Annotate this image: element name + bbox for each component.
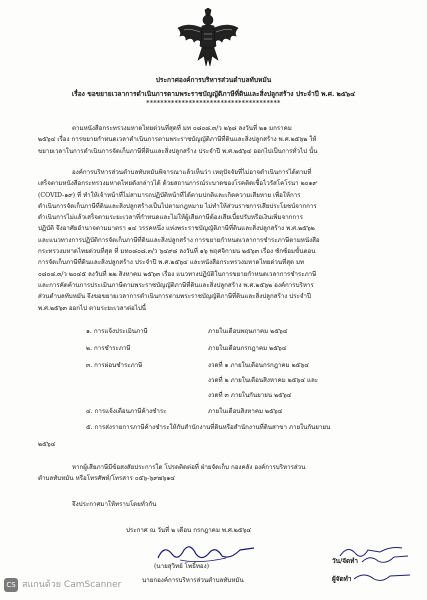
paragraph-line: องค์การบริหารส่วนตำบลทับหมันพิจารณาแล้วเห็นว่า เหตุปัจจัยที่ไม่อาจดำเนินการได้ตามที่ <box>72 169 312 176</box>
signer-name: (นายสุวิทย์ โพธิ์ทอง) <box>154 563 210 570</box>
paragraph-line: ปฏิบัติ จึงอาศัยอำนาจตามมาตรา ๑๔ วรรคหนึ่ง แห่งพระราชบัญญัติภาษีที่ดินและสิ่งปลูกสร้าง พ.ศ.๒๕๖๒ <box>38 225 315 233</box>
schedule-value: ภายในเดือนสิงหาคม ๒๕๖๔ <box>208 408 283 415</box>
camscanner-logo-icon: CS <box>4 578 18 592</box>
paragraph-line: (COVID-๑๙) ที่ ทำให้เจ้าหน้าที่ไม่สามารถปฏิบัติหน้าที่ได้ตามปกติและเกิดความเสียหาย เพื่อให้การ <box>38 191 301 199</box>
schedule-value: ภายในเดือนพฤษภาคม ๒๕๖๔ <box>208 328 288 335</box>
paragraph-line: ตามหนังสือกระทรวงมหาดไทยด่วนที่สุดที่ มท ๐๘๐๘.๓/ว ๒๖๘ ลงวันที่ ๒๑ มกราคม <box>72 125 292 132</box>
paragraph-line: หากผู้เสียภาษีมีข้อสงสัยประการใด โปรดติดต่อที่ ฝ่ายจัดเก็บ กองคลัง องค์การบริหารส่วน <box>72 464 306 471</box>
paragraph-line: ตำบลทับหมัน หรือโทรศัพท์/โทรสาร ๐๕๖-๖๙๗๖๑๔ <box>38 475 175 483</box>
subject-line: เรื่อง ขอขยายเวลาการดำเนินการตามพระราชบัญญัติภาษีที่ดินและสิ่งปลูกสร้าง ประจำปี พ.ศ. ๒๕๖๔ <box>71 90 356 98</box>
schedule-item-5-cont: ๒๕๖๔ <box>38 441 56 448</box>
schedule-value: งวดที่ ๑ ภายในเดือนกรกฎาคม ๒๕๖๔ <box>208 362 309 369</box>
paragraph-line: ขยายเวลาในการดำเนินการจัดเก็บภาษีที่ดินและสิ่งปลูกสร้าง ประจำปี พ.ศ.๒๕๖๔ ออกไปเป็นการทั่วไป นั้น <box>38 147 318 155</box>
schedule-item-5: ๕. การส่งรายการภาษีค้างชำระให้กับสำนักงานที่ดินหรือสำนักงานที่ดินสาขา ภายในกันยายน <box>86 424 331 431</box>
paragraph-line: และการคัดค้านการประเมินภาษีตามพระราชบัญญัติภาษีที่ดินและสิ่งปลูกสร้าง พ.ศ.๒๕๖๒ องค์การบริหาร <box>38 281 314 289</box>
schedule-label: ๒. การชำระภาษี <box>86 345 131 352</box>
margin-note-line2: ผู้จัดทำ <box>332 575 352 583</box>
schedule-value: งวดที่ ๓ ภายในกันยายน ๒๕๖๔ <box>208 392 292 399</box>
schedule-label: ๑. การแจ้งประเมินภาษี <box>86 328 148 335</box>
paragraph-line: กระทรวงมหาดไทยด่วนที่สุด ที่ มท๐๘๐๘.๓/ว ๖๔๙๘ ลงวันที่ ๑๖ พฤศจิกายน ๒๕๖๓ เรื่อง ซักซ้อมขั้นตอน <box>38 248 316 256</box>
paragraph-contact <box>38 462 396 485</box>
paragraph-line: พ.ศ.๒๕๖๓ ออกไป ตามระยะเวลาต่อไปนี้ <box>38 304 147 312</box>
paragraph-consideration <box>38 167 396 314</box>
margin-scribble-icon <box>360 552 410 566</box>
paragraph-line: ดำเนินการไม่แล้วเสร็จตามระยะเวลาที่กำหนดและไม่ให้ผู้เสียภาษีต้องเสียเบี้ยปรับหรือเงินเพิ่มจากการ <box>38 214 303 222</box>
margin-scribble-icon <box>352 570 412 584</box>
schedule-label: ๔. การแจ้งเตือนภาษีค้างชำระ <box>86 408 167 415</box>
paragraph-line: ส่วนตำบลทับหมัน จึงขอขยายเวลาการดำเนินการตามพระราชบัญญัติภาษีที่ดินและสิ่งปลูกสร้าง ประจำปี <box>38 293 311 301</box>
schedule-label: ๓. การผ่อนชำระภาษี <box>86 362 143 369</box>
paragraph-line: ดำเนินการจัดเก็บภาษีที่ดินและสิ่งปลูกสร้างเป็นไปตามกฎหมาย ไม่ทำให้ส่วนราชการเสียประโยชน์จากการ <box>38 202 317 210</box>
paragraph-reference <box>38 123 396 157</box>
closing-line: จึงประกาศมาให้ทราบโดยทั่วกัน <box>72 501 157 508</box>
paragraph-line: การจัดเก็บภาษีที่ดินและสิ่งปลูกสร้าง ประจำปี พ.ศ.๒๕๖๔ และหนังสือกระทรวงมหาดไทยด่วนที่สุด มท <box>38 259 305 267</box>
org-title: ประกาศองค์การบริหารส่วนตำบลทับหมัน <box>155 76 272 84</box>
paragraph-line: เสร็จตามหนังสือกระทรวงมหาดไทยดังกล่าวได้ ด้วยสถานการณ์ระบาดของโรคติดเชื้อไวรัสโคโรนา ๒๐๑๙ <box>38 180 317 188</box>
scanner-watermark-text: สแกนด้วย CamScanner <box>22 580 122 590</box>
scanner-watermark <box>4 577 121 592</box>
margin-note-line1: วัน/จัดทำ <box>332 557 358 565</box>
paragraph-line: และแนวทางการปฏิบัติการจัดเก็บภาษีที่ดินและสิ่งปลูกสร้าง การขยายกำหนดเวลาการชำระภาษีตามหนังสือ <box>38 236 320 244</box>
schedule-value: ภายในเดือนกรกฎาคม ๒๕๖๔ <box>208 345 287 352</box>
paragraph-line: ๐๘๐๘.๓/ว ๒๐๔๕ ลงวันที่ ๒๒ สิงหาคม ๒๕๖๓ เรื่อง แนวทางปฏิบัติในการขยายกำหนดเวลาการชำระภาษี <box>38 270 317 278</box>
separator-stars: ************************************** <box>146 100 281 107</box>
garuda-emblem-icon <box>176 8 240 70</box>
announcement-date: ประกาศ ณ วันที่ ๒ เดือน กรกฎาคม พ.ศ.๒๕๖๔ <box>126 527 252 534</box>
schedule-value: งวดที่ ๒ ภายในเดือนสิงหาคม ๒๕๖๔ และ <box>208 377 319 384</box>
paragraph-line: ๒๕๖๔ เรื่อง การขยายกำหนดเวลาดำเนินการตามพระราชบัญญัติภาษีที่ดินและสิ่งปลูกสร้าง พ.ศ.๒๕๖๒ ให้ <box>38 136 317 144</box>
signer-title: นายกองค์การบริหารส่วนตำบลทับหมัน <box>142 577 244 584</box>
